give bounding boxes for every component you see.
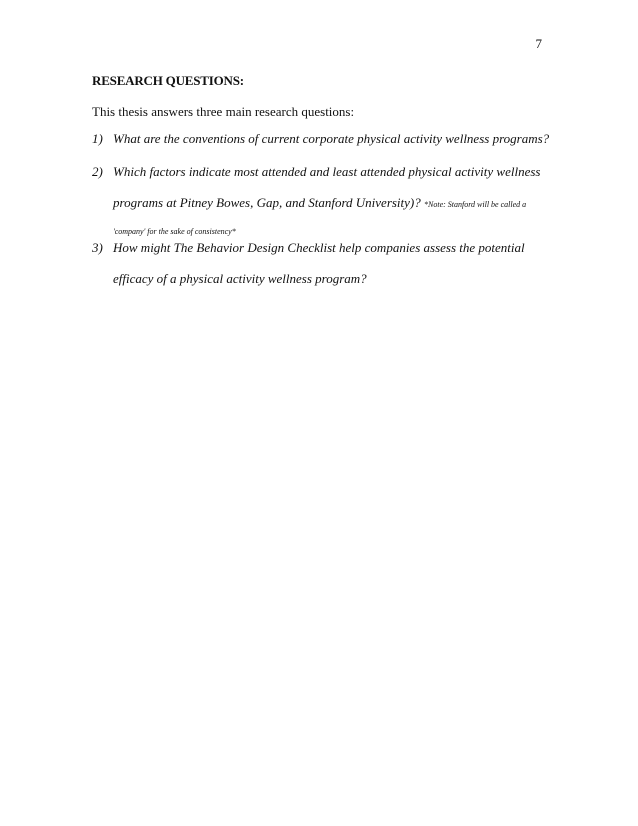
question-number: 3) [92, 240, 103, 255]
section-heading: RESEARCH QUESTIONS: [92, 73, 244, 88]
question-text: How might The Behavior Design Checklist help companies assess the potential [113, 240, 525, 255]
question-text-continued: efficacy of a physical activity wellness program? [113, 271, 367, 286]
question-text: Which factors indicate most attended and least attended physical activity wellness [113, 164, 541, 179]
question-text: What are the conventions of current corporate physical activity wellness programs? [113, 131, 550, 146]
question-text-line2: programs at Pitney Bowes, Gap, and Stanford University)? [113, 195, 421, 210]
intro-text: This thesis answers three main research questions: [92, 104, 355, 119]
question-number: 2) [92, 164, 103, 179]
footnote-text: *Note: Stanford will be called a [424, 200, 527, 209]
page-number: 7 [535, 36, 542, 51]
footnote-text-continued: 'company' for the sake of consistency* [113, 227, 236, 236]
question-number: 1) [92, 131, 103, 146]
question-text-continued [113, 195, 526, 211]
